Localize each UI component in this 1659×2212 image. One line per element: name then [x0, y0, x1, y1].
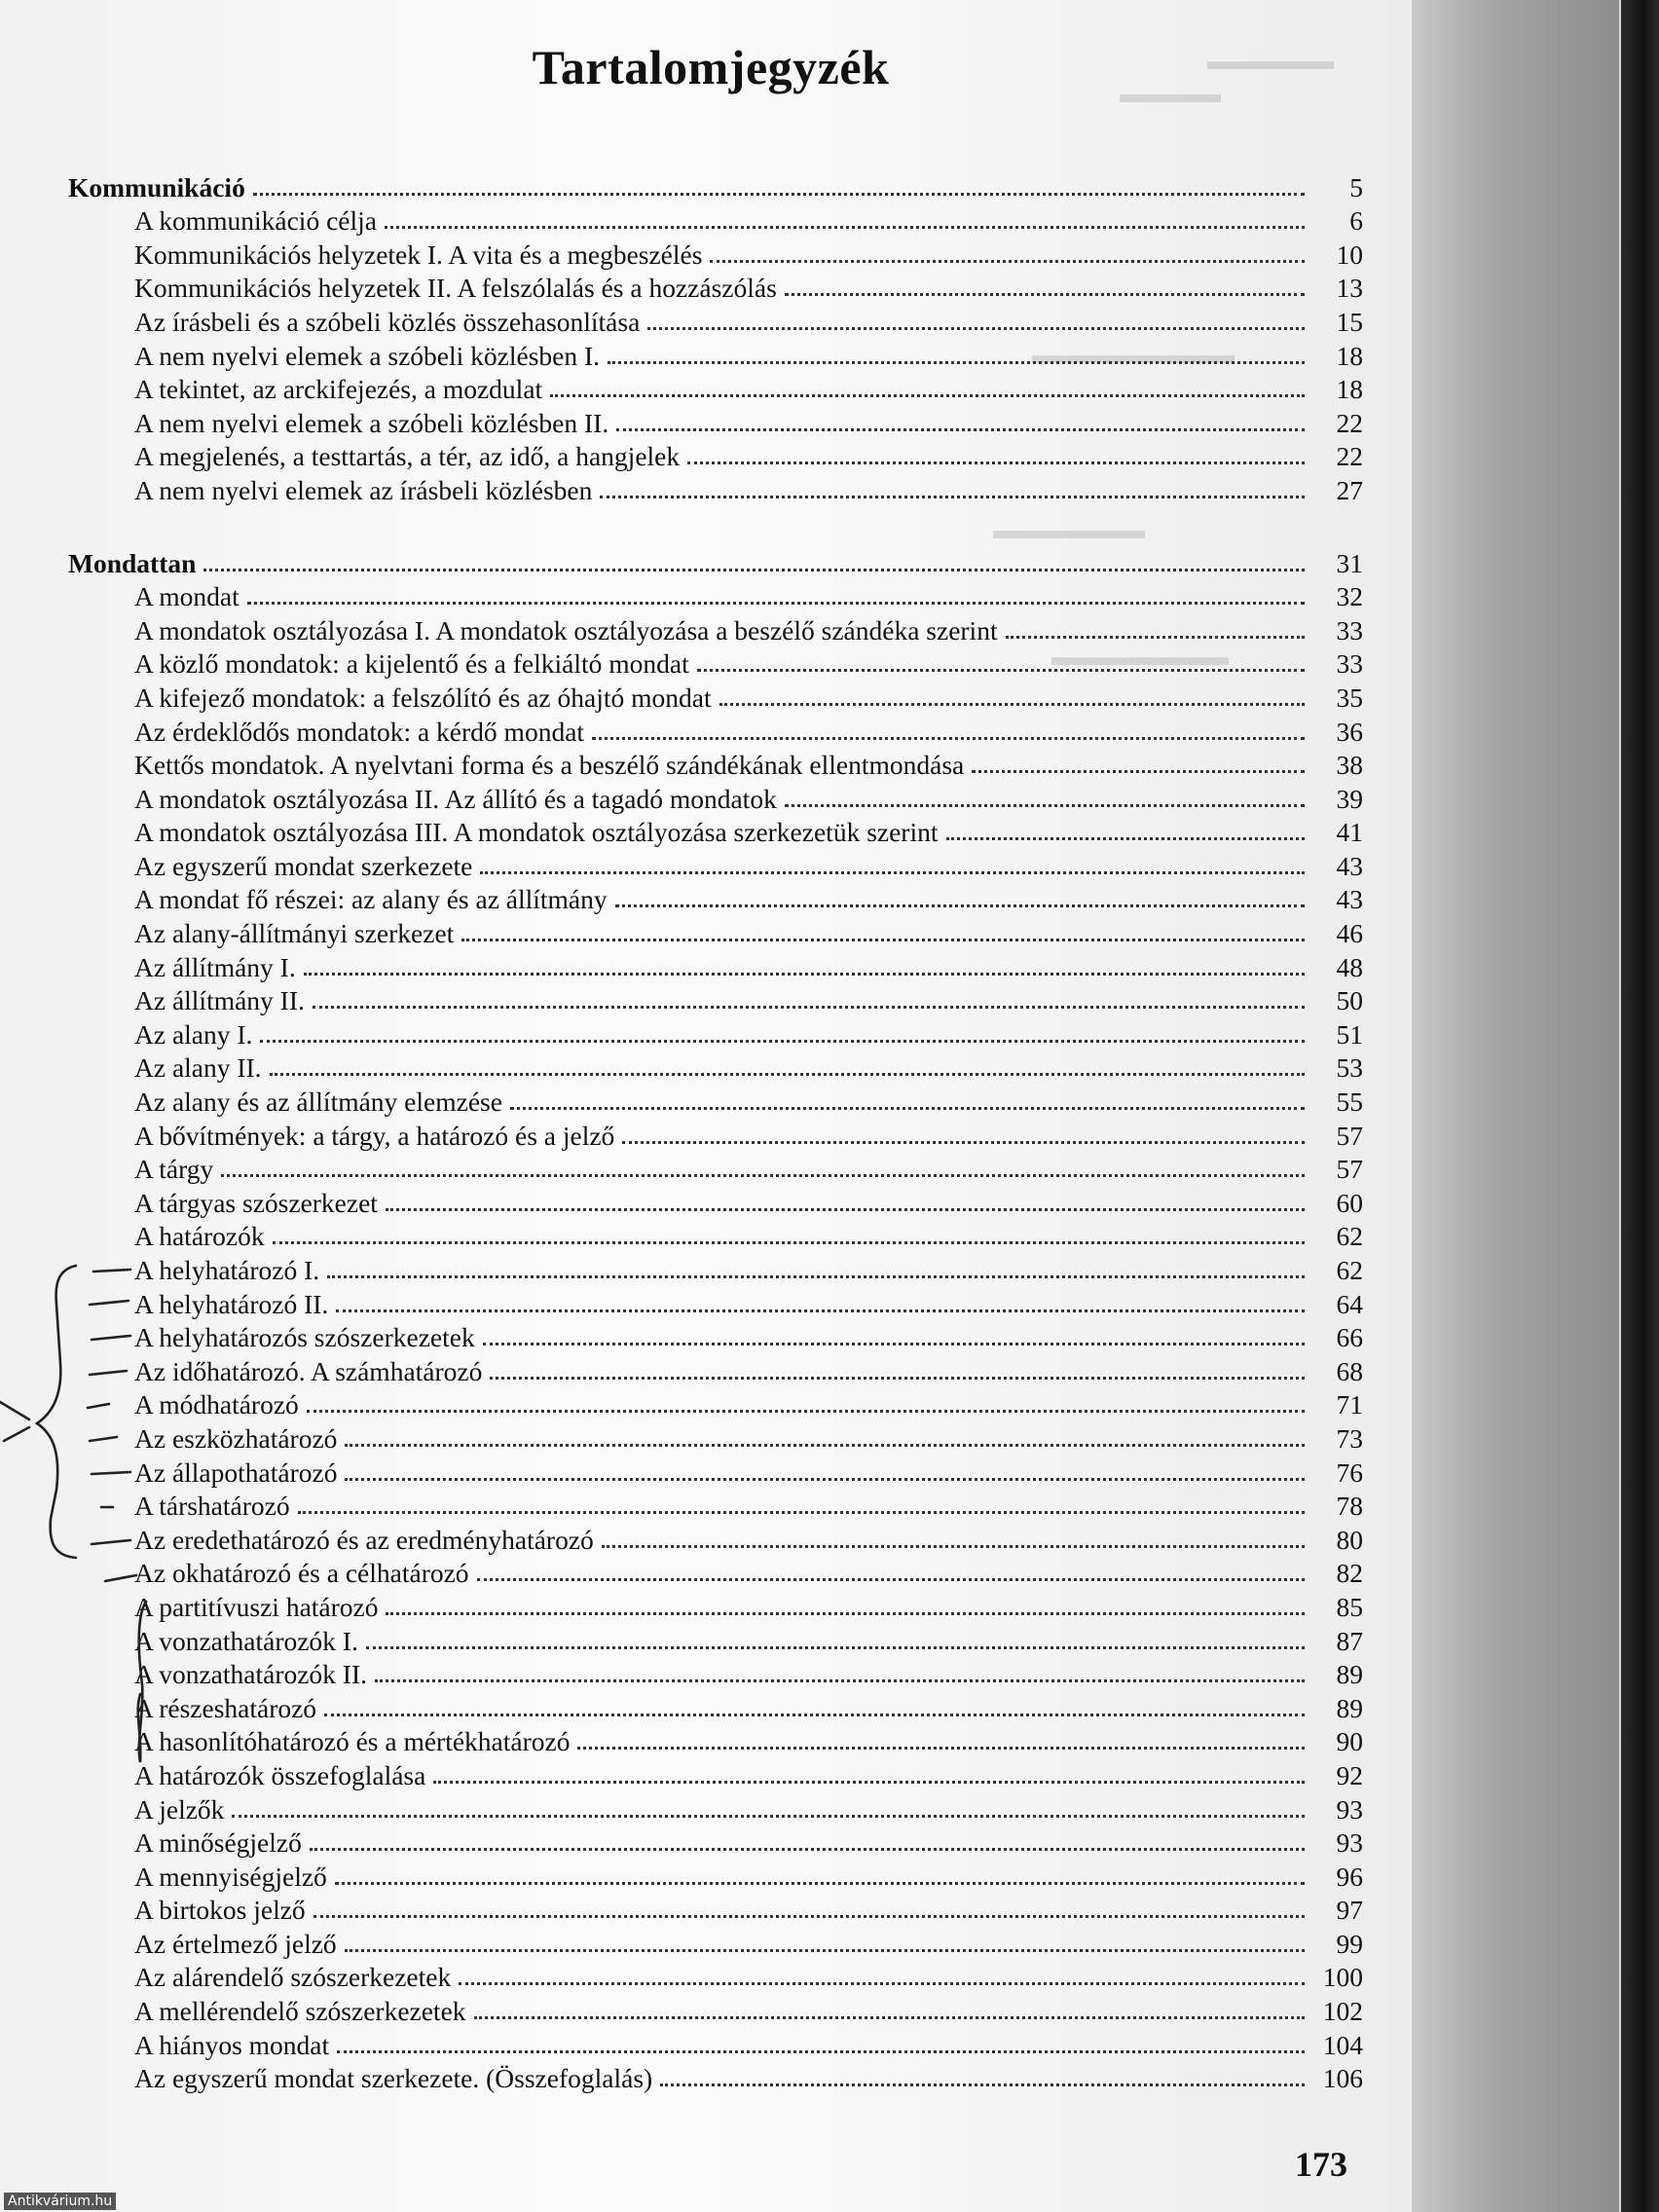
toc-entry-title: Az érdeklődős mondatok: a kérdő mondat: [134, 716, 585, 747]
toc-page-number: 46: [1336, 918, 1363, 949]
dash-mark: [90, 1437, 117, 1441]
toc-page-number: 33: [1336, 614, 1363, 645]
toc-page-number: 89: [1336, 1692, 1363, 1723]
toc-entry-title: A kifejező mondatok: a felszólító és az óhajtó mondat: [134, 682, 712, 713]
page-number: 173: [1295, 2145, 1347, 2184]
toc-entry-title: A határozók összefoglalása: [134, 1759, 426, 1790]
toc-page-number: 80: [1336, 1524, 1363, 1555]
toc-page-number: 62: [1336, 1255, 1363, 1285]
dash-mark: [90, 1371, 127, 1375]
toc-entry-title: A helyhatározó I.: [134, 1255, 320, 1285]
toc-entry-title: Az alany és az állítmány elemzése: [134, 1087, 502, 1118]
toc-page-number: 93: [1336, 1793, 1363, 1825]
toc-entry-title: Az alany II.: [134, 1052, 262, 1084]
toc-entry-title: A mellérendelő szószerkezetek: [134, 1996, 466, 2027]
toc-page-number: 100: [1322, 1962, 1363, 1993]
toc-page-number: 85: [1336, 1591, 1363, 1622]
toc-page-number: 55: [1336, 1087, 1363, 1118]
toc-entry-title: Az alárendelő szószerkezetek: [134, 1962, 452, 1993]
toc-entry-title: A nem nyelvi elemek az írásbeli közlésben: [134, 474, 593, 505]
toc-page-number: 39: [1336, 783, 1363, 814]
toc-page-number: 36: [1336, 716, 1363, 747]
toc-page-number: 99: [1336, 1928, 1363, 1959]
toc-page-number: 71: [1336, 1389, 1363, 1420]
toc-entry-title: A hasonlítóhatározó és a mértékhatározó: [134, 1726, 571, 1757]
watermark: Antikvárium.hu: [4, 2193, 116, 2210]
toc-entry-title: Az időhatározó. A számhatározó: [134, 1355, 483, 1386]
toc-entry-title: Az állítmány II.: [134, 985, 305, 1016]
toc-page-number: 48: [1336, 951, 1363, 982]
toc-page-number: 22: [1336, 441, 1363, 472]
toc-entry-title: A kommunikáció célja: [134, 205, 377, 237]
toc-entry-title: A mondatok osztályozása III. A mondatok osztályozása szerkezetük szerint: [134, 817, 939, 848]
toc-page-number: 90: [1336, 1726, 1363, 1757]
toc-page-number: 38: [1336, 750, 1363, 781]
show-through-text: ▬▬▬▬▬▬▬▬: [1032, 341, 1235, 369]
toc-entry-title: A megjelenés, a testtartás, a tér, az idő, a hangjelek: [134, 441, 681, 472]
bracket-stroke: [37, 1266, 76, 1558]
toc-entry-title: A helyhatározó II.: [134, 1288, 329, 1319]
toc-page-number: 33: [1336, 648, 1363, 680]
toc-entry-title: Az eszközhatározó: [134, 1422, 338, 1454]
toc-entry-title: A részeshatározó: [134, 1692, 317, 1723]
toc-page-number: 57: [1336, 1154, 1363, 1185]
toc-page-number: 43: [1336, 884, 1363, 915]
toc-page-number: 31: [1336, 547, 1363, 578]
toc-page-number: 5: [1349, 171, 1363, 203]
show-through-text: ▬▬▬▬▬: [1207, 47, 1334, 75]
toc-page-number: 27: [1336, 474, 1363, 505]
toc-page-number: 60: [1336, 1187, 1363, 1218]
toc-page-number: 18: [1336, 340, 1363, 371]
toc-page-number: 6: [1349, 205, 1363, 237]
toc-entry-title: A mennyiségjelző: [134, 1861, 327, 1892]
toc-entry-title: A helyhatározós szószerkezetek: [134, 1322, 475, 1353]
toc-page-number: 62: [1336, 1221, 1363, 1252]
toc-page-number: 97: [1336, 1895, 1363, 1926]
toc-entry-title: A módhatározó: [134, 1389, 299, 1420]
toc-page-number: 66: [1336, 1322, 1363, 1353]
toc-entry-title: A hiányos mondat: [134, 2029, 330, 2060]
toc-entry-title: A mondatok osztályozása II. Az állító és a tagadó mondatok: [134, 783, 777, 814]
toc-page-number: 43: [1336, 850, 1363, 881]
toc-page-number: 89: [1336, 1659, 1363, 1690]
toc-entry-title: Mondattan: [68, 547, 197, 578]
toc-page-number: 104: [1322, 2029, 1363, 2060]
toc-entry-title: Az okhatározó és a célhatározó: [134, 1558, 469, 1589]
toc-entry-title: A bővítmények: a tárgy, a határozó és a jelző: [134, 1120, 615, 1151]
toc-entry-title: A közlő mondatok: a kijelentő és a felkiáltó mondat: [134, 648, 689, 680]
toc-page-number: 73: [1336, 1422, 1363, 1454]
toc-entry-title: A vonzathatározók II.: [134, 1659, 368, 1690]
dash-mark: [105, 1575, 136, 1581]
toc-page-number: 13: [1336, 273, 1363, 304]
arrow-stroke: [0, 1402, 29, 1441]
toc-page-number: 32: [1336, 581, 1363, 612]
toc-entry-title: A határozók: [134, 1221, 265, 1252]
bracket-stroke: [138, 1602, 146, 1762]
toc-page-number: 51: [1336, 1018, 1363, 1050]
toc-page-number: 82: [1336, 1558, 1363, 1589]
toc-entry-title: Az állapothatározó: [134, 1456, 338, 1488]
toc-entry-title: A tekintet, az arckifejezés, a mozdulat: [134, 374, 543, 405]
toc-page-number: 96: [1336, 1861, 1363, 1892]
toc-page-number: 35: [1336, 682, 1363, 713]
toc-page-number: 87: [1336, 1625, 1363, 1656]
toc-entry-title: Kommunikáció: [68, 171, 245, 203]
dash-mark: [93, 1270, 130, 1272]
toc-page-number: 57: [1336, 1120, 1363, 1151]
toc-entry-title: A társhatározó: [134, 1491, 290, 1522]
toc-page-number: 93: [1336, 1827, 1363, 1859]
dash-mark: [90, 1301, 129, 1305]
toc-entry-title: A partitívuszi határozó: [134, 1591, 379, 1622]
toc-entry-title: A minőségjelző: [134, 1827, 302, 1859]
toc-entry-title: A tárgyas szószerkezet: [134, 1187, 378, 1218]
toc-entry-title: Kettős mondatok. A nyelvtani forma és a beszélő szándékának ellentmondása: [134, 750, 965, 781]
dash-mark: [88, 1404, 109, 1408]
toc-entry-title: Az alany-állítmányi szerkezet: [134, 918, 455, 949]
toc-entry-title: A jelzők: [134, 1793, 225, 1825]
toc-entry-title: A birtokos jelző: [134, 1895, 306, 1926]
toc-page-number: 10: [1336, 239, 1363, 270]
toc-entry-title: A nem nyelvi elemek a szóbeli közlésben I.: [134, 340, 601, 371]
toc-entry-title: Az írásbeli és a szóbeli közlés összehasonlítása: [134, 306, 641, 337]
toc-page-number: 53: [1336, 1052, 1363, 1084]
toc-entry-title: Az egyszerű mondat szerkezete: [134, 850, 473, 881]
toc-page-number: 41: [1336, 817, 1363, 848]
toc-page-number: 50: [1336, 985, 1363, 1016]
toc-entry-title: A mondat: [134, 581, 240, 612]
toc-page-number: 106: [1322, 2063, 1363, 2094]
show-through-text: ▬▬▬▬: [1120, 80, 1221, 108]
toc-entry-title: Kommunikációs helyzetek II. A felszólalás és a hozzászólás: [134, 273, 777, 304]
toc-page-number: 64: [1336, 1288, 1363, 1319]
toc-page-number: 15: [1336, 306, 1363, 337]
toc-entry-title: Az értelmező jelző: [134, 1928, 337, 1959]
dash-mark: [92, 1336, 130, 1340]
toc-entry-title: A mondat fő részei: az alany és az állítmány: [134, 884, 608, 915]
toc-page-number: 78: [1336, 1491, 1363, 1522]
toc-entry-title: A tárgy: [134, 1154, 214, 1185]
page-title: Tartalomjegyzék: [532, 40, 890, 94]
toc-page-number: 22: [1336, 407, 1363, 438]
show-through-text: ▬▬▬▬▬▬: [993, 516, 1145, 544]
toc-entry-title: Az állítmány I.: [134, 951, 296, 982]
toc-entry-title: A nem nyelvi elemek a szóbeli közlésben II.: [134, 407, 609, 438]
dash-mark: [92, 1472, 130, 1474]
toc-page-number: 18: [1336, 374, 1363, 405]
toc-entry-title: A mondatok osztályozása I. A mondatok osztályozása a beszélő szándéka szerint: [134, 614, 998, 645]
toc-page-number: 68: [1336, 1355, 1363, 1386]
toc-page-number: 102: [1322, 1996, 1363, 2027]
toc-entry-title: Kommunikációs helyzetek I. A vita és a megbeszélés: [134, 239, 703, 270]
toc-entry-title: Az eredethatározó és az eredményhatározó: [134, 1524, 594, 1555]
toc-page-number: 92: [1336, 1759, 1363, 1790]
toc-entry-title: Az egyszerű mondat szerkezete. (Összefoglalás): [134, 2063, 653, 2094]
toc-page-number: 76: [1336, 1456, 1363, 1488]
toc-entry-title: Az alany I.: [134, 1018, 253, 1050]
show-through-text: ▬▬▬▬▬▬▬: [1051, 643, 1229, 671]
toc-entry-title: A vonzathatározók I.: [134, 1625, 358, 1656]
dash-mark: [92, 1540, 130, 1544]
